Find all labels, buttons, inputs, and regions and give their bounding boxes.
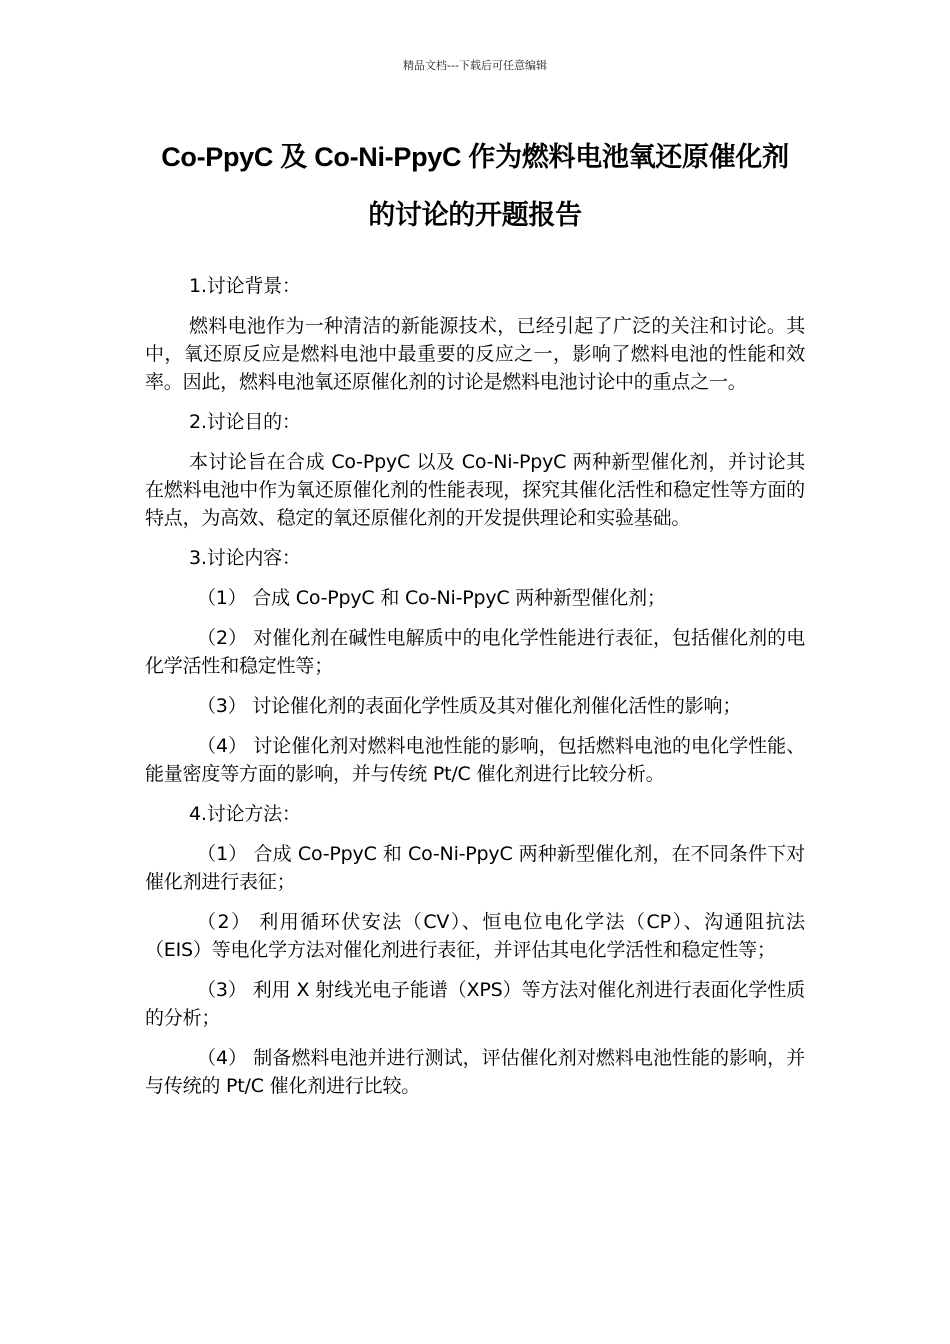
methods-list-item: （4） 制备燃料电池并进行测试，评估催化剂对燃料电池性能的影响，并与传统的 Pt/C 催化剂进行比较。: [145, 1047, 805, 1097]
document-body: [145, 272, 805, 1112]
methods-list-item: （3） 利用 X 射线光电子能谱（XPS）等方法对催化剂进行表面化学性质的分析；: [145, 979, 805, 1029]
methods-list-item: （2） 利用循环伏安法（CV）、恒电位电化学法（CP）、沟通阻抗法（EIS）等电化学方法对催化剂进行表征，并评估其电化学活性和稳定性等；: [145, 911, 805, 961]
section-heading-background: 1.讨论背景：: [189, 275, 301, 297]
section-heading-purpose: 2.讨论目的：: [189, 411, 301, 433]
title-line-1: Co-PpyC 及 Co-Ni-PpyC 作为燃料电池氧还原催化剂: [161, 142, 789, 172]
content-list-item: （4） 讨论催化剂对燃料电池性能的影响，包括燃料电池的电化学性能、能量密度等方面的影响，并与传统 Pt/C 催化剂进行比较分析。: [145, 735, 805, 785]
document-title: [120, 128, 830, 244]
content-list-item: （3） 讨论催化剂的表面化学性质及其对催化剂催化活性的影响；: [197, 695, 742, 717]
content-list-item: （1） 合成 Co-PpyC 和 Co-Ni-PpyC 两种新型催化剂；: [197, 587, 666, 609]
section-heading-content: 3.讨论内容：: [189, 547, 301, 569]
purpose-paragraph: 本讨论旨在合成 Co-PpyC 以及 Co-Ni-PpyC 两种新型催化剂，并讨论其在燃料电池中作为氧还原催化剂的性能表现，探究其催化活性和稳定性等方面的特点，为高效、稳定的氧还原催化剂的开发提供理论和实验基础。: [145, 451, 805, 529]
background-paragraph: 燃料电池作为一种清洁的新能源技术，已经引起了广泛的关注和讨论。其中，氧还原反应是燃料电池中最重要的反应之一，影响了燃料电池的性能和效率。因此，燃料电池氧还原催化剂的讨论是燃料电池讨论中的重点之一。: [145, 315, 805, 393]
section-heading-methods: 4.讨论方法：: [189, 803, 301, 825]
methods-list-item: （1） 合成 Co-PpyC 和 Co-Ni-PpyC 两种新型催化剂，在不同条件下对催化剂进行表征；: [145, 843, 805, 893]
title-line-2: 的讨论的开题报告: [368, 200, 582, 230]
page-header: 精品文档---下载后可任意编辑: [403, 59, 547, 72]
content-list-item: （2） 对催化剂在碱性电解质中的电化学性能进行表征，包括催化剂的电化学活性和稳定性等；: [145, 627, 805, 677]
